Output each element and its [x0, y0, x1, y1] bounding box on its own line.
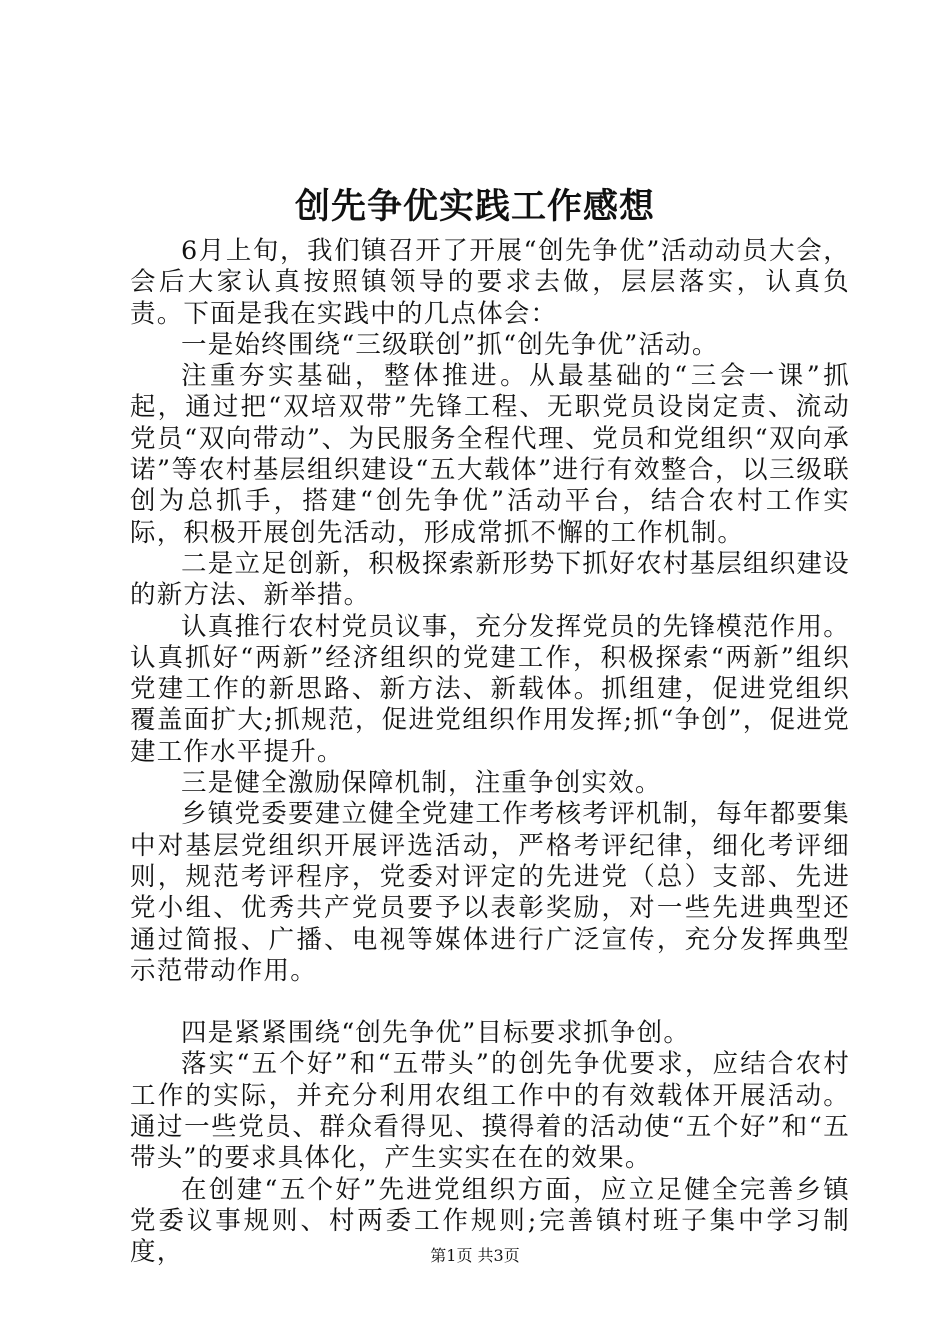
paragraph-body-1: 注重夯实基础，整体推进。从最基础的“三会一课”抓起，通过把“双培双带”先锋工程、无职党员设岗定责、流动党员“双向带动”、为民服务全程代理、党员和党组织“双向承诺”等农村基层组织建设“五大载体”进行有效整合，以三级联创为总抓手，搭建“创先争优”活动平台，结合农村工作实际，积极开展创先活动，形成常抓不懈的工作机制。 [130, 361, 850, 548]
paragraph-heading-3: 三是健全激励保障机制，注重争创实效。 [181, 768, 662, 799]
paragraph-heading-1: 一是始终围绕“三级联创”抓“创先争优”活动。 [181, 329, 719, 360]
document-title: 创先争优实践工作感想 [294, 186, 655, 227]
page-number-footer: 第1页 共3页 [430, 1246, 520, 1265]
paragraph-body-4: 落实“五个好”和“五带头”的创先争优要求，应结合农村工作的实际，并充分利用农组工作中的有效载体开展活动。通过一些党员、群众看得见、摸得着的活动使“五个好”和“五带头”的要求具体化，产生实实在在的效果。 [130, 1049, 850, 1174]
paragraph-body-5: 在创建“五个好”先进党组织方面，应立足健全完善乡镇党委议事规则、村两委工作规则;完善镇村班子集中学习制度， [130, 1174, 850, 1268]
paragraph-body-3: 乡镇党委要建立健全党建工作考核考评机制，每年都要集中对基层党组织开展评选活动，严格考评纪律，细化考评细则，规范考评程序，党委对评定的先进党（总）支部、先进党小组、优秀共产党员要予以表彰奖励，对一些先进典型还通过简报、广播、电视等媒体进行广泛宣传，充分发挥典型示范带动作用。 [130, 799, 850, 986]
paragraph-heading-2: 二是立足创新，积极探索新形势下抓好农村基层组织建设的新方法、新举措。 [130, 548, 850, 611]
paragraph-heading-4: 四是紧紧围绕“创先争优”目标要求抓争创。 [181, 1018, 691, 1049]
paragraph-spacer [130, 987, 850, 1018]
paragraph-body-2: 认真推行农村党员议事，充分发挥党员的先锋模范作用。认真抓好“两新”经济组织的党建工作，积极探索“两新”组织党建工作的新思路、新方法、新载体。抓组建，促进党组织覆盖面扩大;抓规范，促进党组织作用发挥;抓“争创”，促进党建工作水平提升。 [130, 611, 850, 767]
document-body [130, 236, 850, 1269]
paragraph-intro: 6月上旬，我们镇召开了开展“创先争优”活动动员大会，会后大家认真按照镇领导的要求去做，层层落实，认真负责。下面是我在实践中的几点体会： [130, 236, 850, 329]
